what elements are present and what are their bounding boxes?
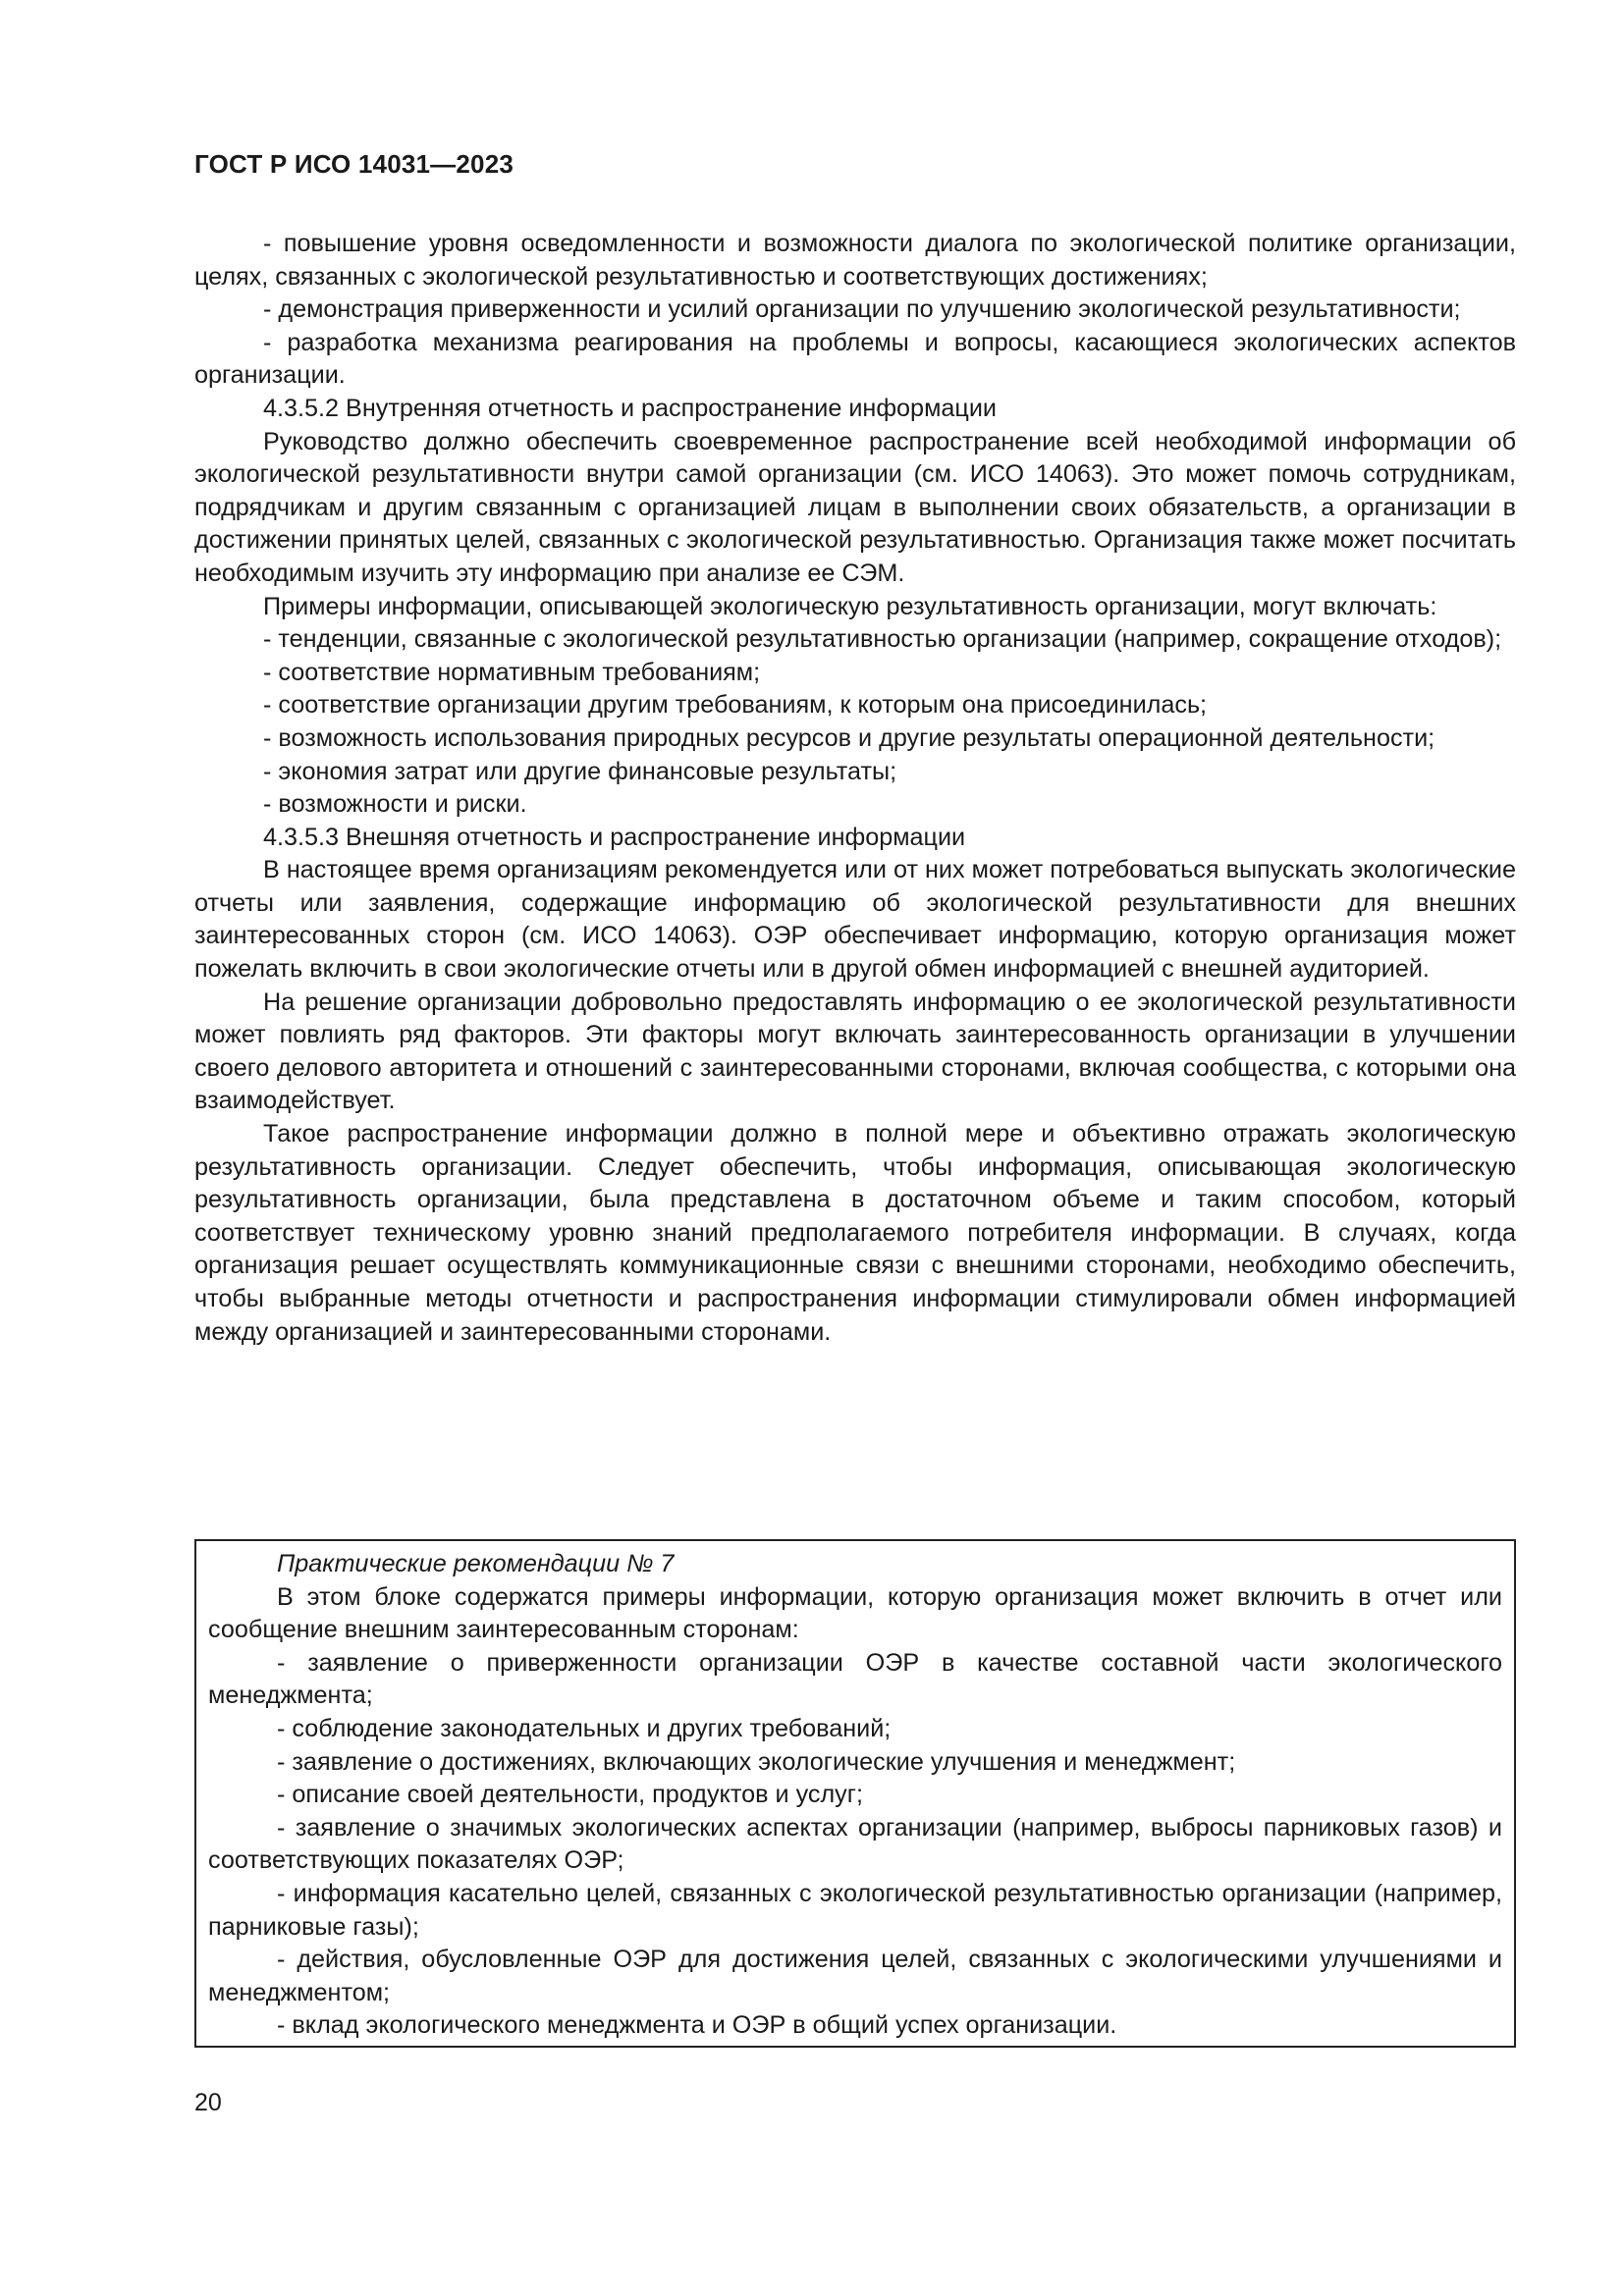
list-item: - возможности и риски. [263,790,527,819]
paragraph: В настоящее время организациям рекомендуется или от них может потребоваться выпускать экологические отчеты или заявления, содержащие информацию об экологической результативности для внешних заинтересованных сторон (см. ИСО 14063). ОЭР обеспечивает информацию, которую организация может пожелать включить в свои экологические отчеты или в другой обмен информацией с внешней аудиторией. [194,856,1516,984]
list-item: - тенденции, связанные с экологической результативностью организации (например, сокращение отходов); [263,625,1502,654]
list-item: - действия, обусловленные ОЭР для достижения целей, связанных с экологическими улучшениями и менеджментом; [208,1946,1502,2006]
section-heading-4-3-5-3: 4.3.5.3 Внешняя отчетность и распространение информации [263,823,966,851]
list-item: - заявление о значимых экологических аспектах организации (например, выбросы парниковых газов) и соответствующих показателях ОЭР; [208,1813,1502,1875]
list-item: - возможность использования природных ресурсов и другие результаты операционной деятельности; [263,723,1435,752]
paragraph: На решение организации добровольно предоставлять информацию о ее экологической результативности может повлиять ряд факторов. Эти факторы могут включать заинтересованность организации в улучшении своего делового авторитета и отношений с заинтересованными сторонами, включая сообщества, с которыми она взаимодействует. [194,988,1516,1115]
list-item: - заявление о приверженности организации ОЭР в качестве составной части экологического менеджмента; [208,1648,1502,1710]
list-item: - демонстрация приверженности и усилий организации по улучшению экологической результативности; [263,295,1461,324]
standard-header: ГОСТ Р ИСО 14031—2023 [194,149,514,179]
paragraph: Руководство должно обеспечить своевременное распространение всей необходимой информации об экологической результативности внутри самой организации (см. ИСО 14063). Это может помочь сотрудникам, подрядчикам и другим связанным с организацией лицам в выполнении своих обязательств, а организации в достижении принятых целей, связанных с экологической результативностью. Организация также может посчитать необходимым изучить эту информацию при анализе ее СЭМ. [194,427,1516,587]
list-item: - повышение уровня осведомленности и возможности диалога по экологической политике организации, целях, связанных с экологической результативностью и соответствующих достижениях; [194,230,1516,291]
list-item: - соответствие организации другим требованиям, к которым она присоединилась; [263,691,1208,720]
practice-recommendations-box [194,1539,1516,2048]
list-item: - описание своей деятельности, продуктов и услуг; [277,1781,863,1809]
paragraph: Такое распространение информации должно в полной мере и объективно отражать экологическую результативность организации. Следует обеспечить, чтобы информация, описывающая экологическую результативность организации, была представлена в достаточном объеме и таким способом, который соответствует техническому уровню знаний предполагаемого потребителя информации. В случаях, когда организация решает осуществлять коммуникационные связи с внешними сторонами, необходимо обеспечить, чтобы выбранные методы отчетности и распространения информации стимулировали обмен информацией между организацией и заинтересованными сторонами. [194,1120,1516,1346]
paragraph: Примеры информации, описывающей экологическую результативность организации, могут включать: [263,592,1437,620]
section-heading-4-3-5-2: 4.3.5.2 Внутренняя отчетность и распространение информации [263,394,997,422]
list-item: - соответствие нормативным требованиям; [263,658,761,686]
list-item: - информация касательно целей, связанных с экологической результативностью организации (например, парниковые газы); [208,1879,1502,1941]
page-number: 20 [194,2089,222,2116]
box-title: Практические рекомендации № 7 [277,1550,675,1577]
main-body [194,228,1516,1349]
list-item: - разработка механизма реагирования на проблемы и вопросы, касающиеся экологических аспектов организации. [194,328,1516,390]
list-item: - вклад экологического менеджмента и ОЭР в общий успех организации. [277,2011,1117,2040]
list-item: - экономия затрат или другие финансовые результаты; [263,757,897,785]
list-item: - соблюдение законодательных и других требований; [277,1714,892,1742]
paragraph: В этом блоке содержатся примеры информации, которую организация может включить в отчет или сообщение внешним заинтересованным сторонам: [208,1582,1502,1644]
list-item: - заявление о достижениях, включающих экологические улучшения и менеджмент; [277,1747,1236,1776]
